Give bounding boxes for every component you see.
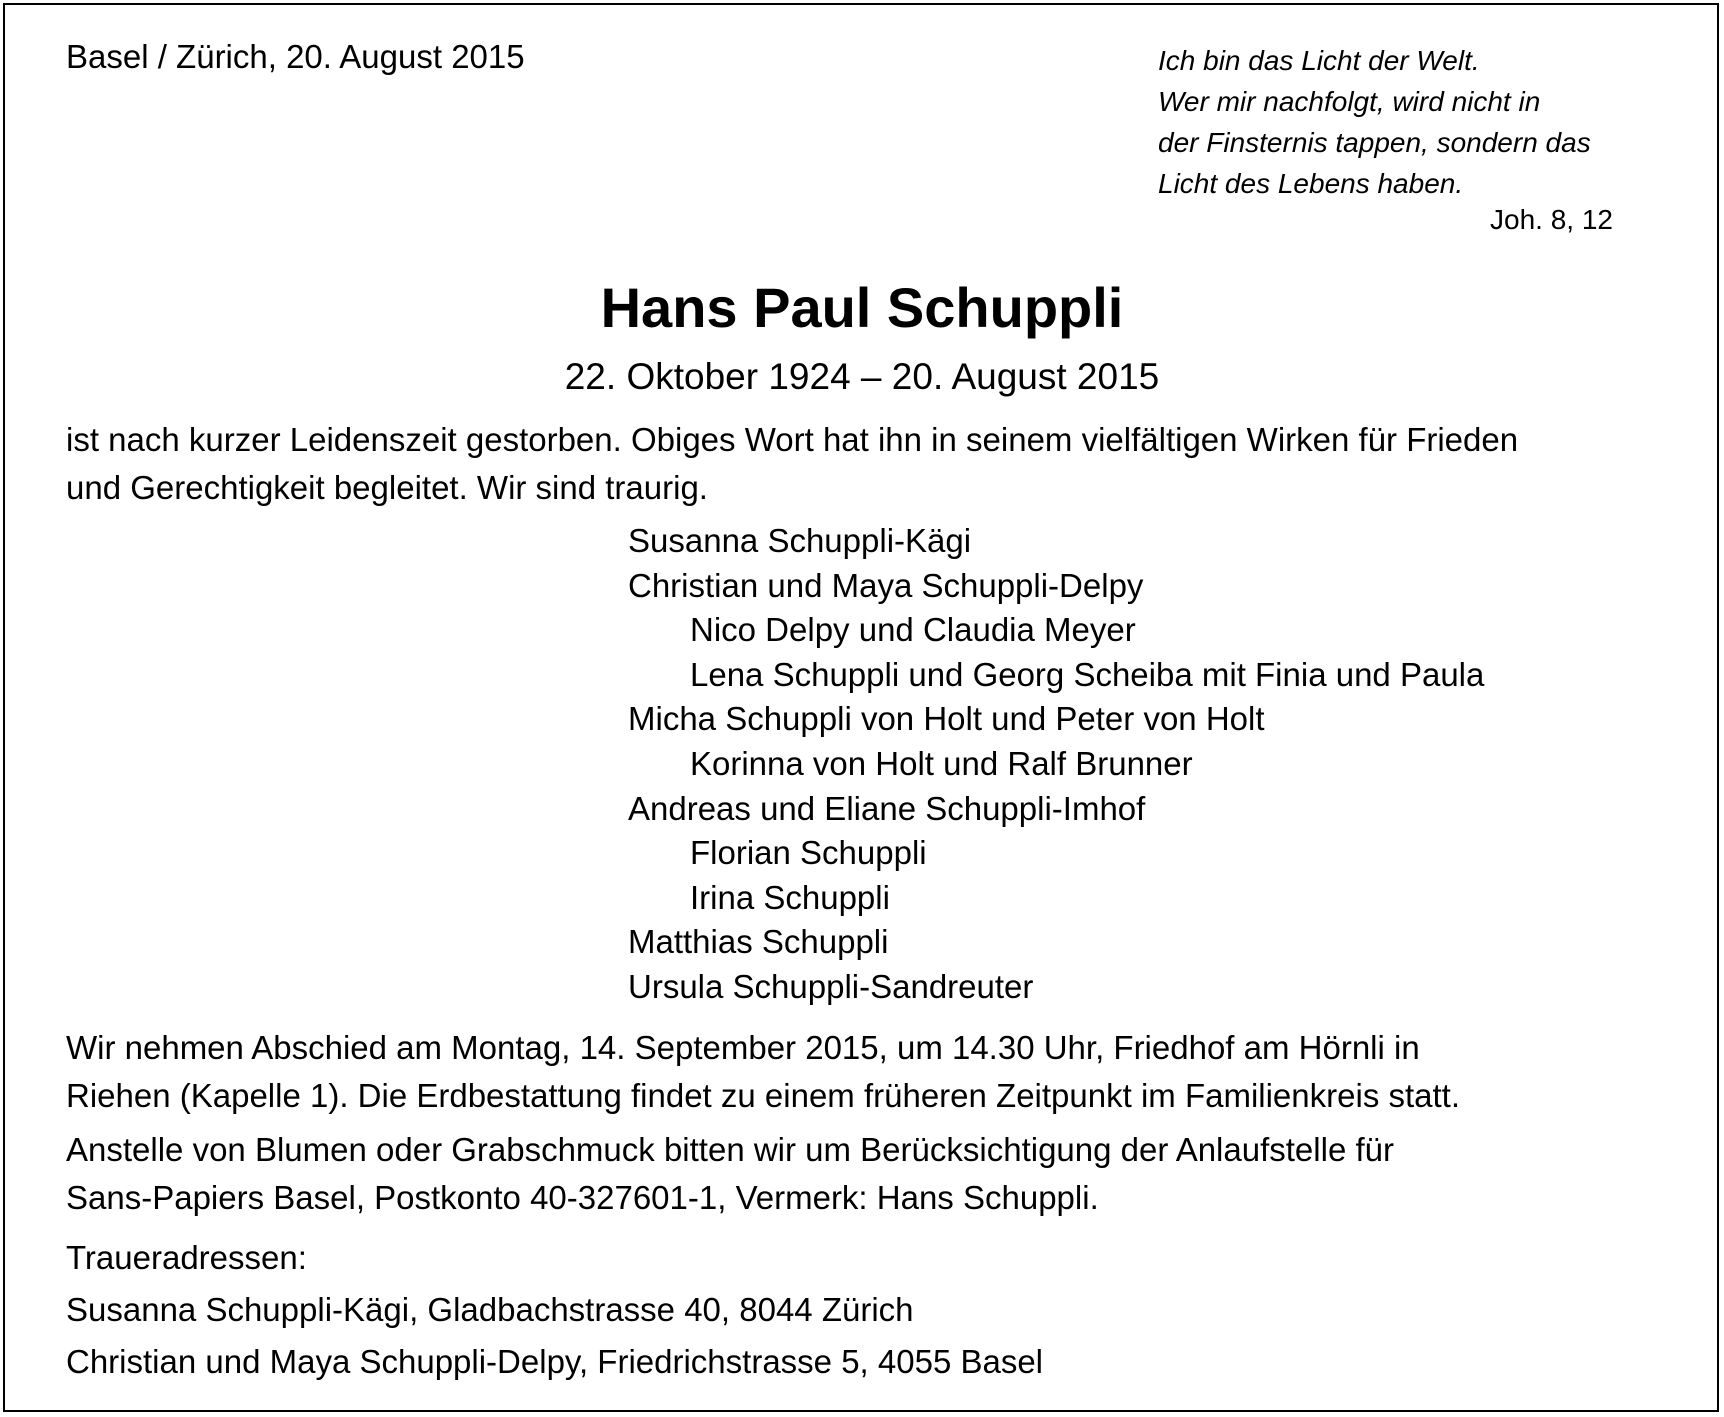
- family-member: Nico Delpy und Claudia Meyer: [690, 611, 1136, 649]
- mourning-addresses: [66, 1232, 1043, 1388]
- family-member: Micha Schuppli von Holt und Peter von Holt: [628, 700, 1265, 738]
- announcement-text: [66, 416, 1518, 512]
- family-member: Irina Schuppli: [690, 878, 890, 916]
- family-member: Ursula Schuppli-Sandreuter: [628, 967, 1034, 1005]
- family-member: Christian und Maya Schuppli-Delpy: [628, 566, 1144, 604]
- verse-reference: Joh. 8, 12: [1490, 204, 1613, 235]
- family-list: [628, 519, 1484, 1010]
- place-date: Basel / Zürich, 20. August 2015: [66, 38, 525, 75]
- family-member: Lena Schuppli und Georg Scheiba mit Finia und Paula: [690, 655, 1485, 693]
- verse-line: Wer mir nachfolgt, wird nicht in: [1158, 86, 1541, 117]
- verse-line: Licht des Lebens haben.: [1158, 168, 1464, 199]
- family-member: Korinna von Holt und Ralf Brunner: [690, 744, 1193, 782]
- announcement-line: ist nach kurzer Leidenszeit gestorben. Obiges Wort hat ihn in seinem vielfältigen Wirken für Frieden: [66, 421, 1519, 458]
- farewell-line: Wir nehmen Abschied am Montag, 14. September 2015, um 14.30 Uhr, Friedhof am Hörnli in: [66, 1029, 1420, 1066]
- announcement-line: und Gerechtigkeit begleitet. Wir sind traurig.: [66, 469, 708, 506]
- donation-line: Anstelle von Blumen oder Grabschmuck bitten wir um Berücksichtigung der Anlaufstelle für: [66, 1131, 1394, 1168]
- address-line: Susanna Schuppli-Kägi, Gladbachstrasse 40, 8044 Zürich: [66, 1291, 914, 1328]
- family-member: Matthias Schuppli: [628, 923, 889, 961]
- donation-line: Sans-Papiers Basel, Postkonto 40-327601-1, Vermerk: Hans Schuppli.: [66, 1179, 1099, 1216]
- addresses-heading: Traueradressen:: [66, 1239, 307, 1276]
- farewell-text: [66, 1024, 1460, 1120]
- bible-verse: [1158, 40, 1591, 204]
- family-member: Florian Schuppli: [690, 834, 927, 872]
- donation-text: [66, 1126, 1394, 1222]
- address-line: Christian und Maya Schuppli-Delpy, Friedrichstrasse 5, 4055 Basel: [66, 1343, 1044, 1380]
- life-dates: 22. Oktober 1924 – 20. August 2015: [564, 356, 1160, 397]
- farewell-line: Riehen (Kapelle 1). Die Erdbestattung findet zu einem früheren Zeitpunkt im Familienkreis statt.: [66, 1077, 1461, 1114]
- deceased-name: Hans Paul Schuppli: [600, 276, 1124, 339]
- family-member: Andreas und Eliane Schuppli-Imhof: [628, 789, 1146, 827]
- family-member: Susanna Schuppli-Kägi: [628, 522, 972, 559]
- verse-line: der Finsternis tappen, sondern das: [1158, 127, 1591, 158]
- verse-line: Ich bin das Licht der Welt.: [1158, 45, 1480, 76]
